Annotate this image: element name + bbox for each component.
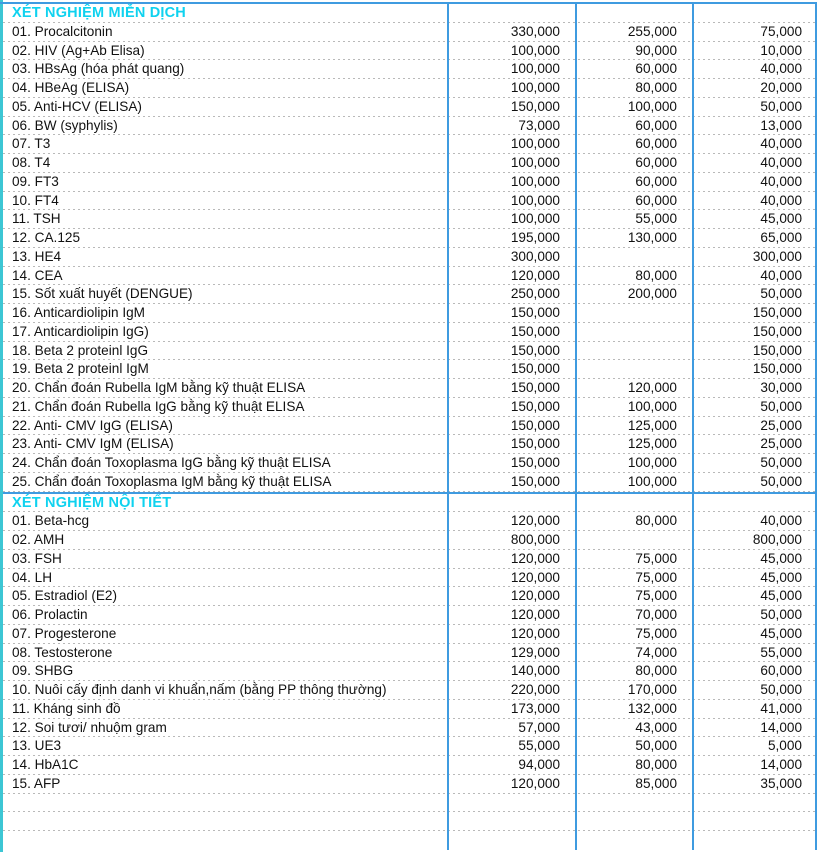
price2-cell: 132,000 <box>577 700 694 719</box>
price3-cell: 150,000 <box>694 323 817 342</box>
price2-cell: 255,000 <box>577 23 694 42</box>
price3-cell: 45,000 <box>694 550 817 569</box>
price3-cell: 50,000 <box>694 681 817 700</box>
table-row <box>3 248 817 267</box>
price2-cell: 100,000 <box>577 454 694 473</box>
price2-cell: 60,000 <box>577 173 694 192</box>
price2-cell: 75,000 <box>577 569 694 588</box>
table-row <box>3 398 817 417</box>
table-row <box>3 756 817 775</box>
price2-cell: 130,000 <box>577 229 694 248</box>
price2-cell: 60,000 <box>577 154 694 173</box>
price3-cell: 50,000 <box>694 606 817 625</box>
table-row <box>3 117 817 136</box>
price1-cell: 220,000 <box>449 681 577 700</box>
test-name-cell: 18. Beta 2 proteinl IgG <box>3 342 449 361</box>
empty-row <box>3 831 817 850</box>
price1-cell: 250,000 <box>449 285 577 304</box>
table-row <box>3 192 817 211</box>
price2-cell: 60,000 <box>577 135 694 154</box>
table-row <box>3 267 817 286</box>
price2-cell: 80,000 <box>577 512 694 531</box>
price3-cell: 40,000 <box>694 60 817 79</box>
price3-cell: 14,000 <box>694 756 817 775</box>
price3-cell: 50,000 <box>694 454 817 473</box>
price2-cell: 170,000 <box>577 681 694 700</box>
price2-cell: 75,000 <box>577 625 694 644</box>
price1-cell: 100,000 <box>449 60 577 79</box>
test-name-cell: 06. BW (syphylis) <box>3 117 449 136</box>
price2-cell: 60,000 <box>577 192 694 211</box>
price2-cell: 60,000 <box>577 117 694 136</box>
price3-cell: 65,000 <box>694 229 817 248</box>
table-row <box>3 512 817 531</box>
test-name-cell: 15. AFP <box>3 775 449 794</box>
table-row <box>3 285 817 304</box>
price-col3-header-cell <box>694 494 817 513</box>
table-row <box>3 737 817 756</box>
price1-cell <box>449 812 577 831</box>
price3-cell: 45,000 <box>694 587 817 606</box>
price3-cell: 75,000 <box>694 23 817 42</box>
table-row <box>3 323 817 342</box>
price2-cell: 60,000 <box>577 60 694 79</box>
test-name-cell: 11. TSH <box>3 210 449 229</box>
price1-cell: 195,000 <box>449 229 577 248</box>
price1-cell: 120,000 <box>449 550 577 569</box>
table-row <box>3 304 817 323</box>
price1-cell: 120,000 <box>449 775 577 794</box>
price1-cell: 173,000 <box>449 700 577 719</box>
price3-cell: 150,000 <box>694 304 817 323</box>
price2-cell: 125,000 <box>577 417 694 436</box>
price2-cell: 80,000 <box>577 267 694 286</box>
price3-cell: 800,000 <box>694 531 817 550</box>
price2-cell: 125,000 <box>577 435 694 454</box>
table-row <box>3 531 817 550</box>
test-name-cell <box>3 831 449 850</box>
price3-cell: 41,000 <box>694 700 817 719</box>
price2-cell <box>577 248 694 267</box>
price2-cell <box>577 304 694 323</box>
price2-cell <box>577 831 694 850</box>
price3-cell: 45,000 <box>694 569 817 588</box>
test-name-cell: 11. Kháng sinh đồ <box>3 700 449 719</box>
price1-cell: 100,000 <box>449 79 577 98</box>
price1-cell: 150,000 <box>449 304 577 323</box>
price3-cell: 25,000 <box>694 417 817 436</box>
price3-cell: 10,000 <box>694 42 817 61</box>
table-row <box>3 644 817 663</box>
price2-cell: 120,000 <box>577 379 694 398</box>
table-row <box>3 587 817 606</box>
test-name-cell: 04. HBeAg (ELISA) <box>3 79 449 98</box>
price2-cell <box>577 323 694 342</box>
table-row <box>3 417 817 436</box>
price3-cell: 40,000 <box>694 173 817 192</box>
price3-cell: 13,000 <box>694 117 817 136</box>
test-name-cell: 10. FT4 <box>3 192 449 211</box>
price1-cell: 100,000 <box>449 154 577 173</box>
test-name-cell: 20. Chẩn đoán Rubella IgM bằng kỹ thuật ELISA <box>3 379 449 398</box>
price2-cell <box>577 360 694 379</box>
test-name-cell: 03. HBsAg (hóa phát quang) <box>3 60 449 79</box>
price1-cell: 73,000 <box>449 117 577 136</box>
price2-cell: 55,000 <box>577 210 694 229</box>
price1-cell: 120,000 <box>449 587 577 606</box>
table-row <box>3 775 817 794</box>
price1-cell: 55,000 <box>449 737 577 756</box>
price1-cell: 120,000 <box>449 625 577 644</box>
table-row <box>3 360 817 379</box>
price3-cell <box>694 831 817 850</box>
price1-cell <box>449 794 577 813</box>
price-col1-header-cell <box>449 494 577 513</box>
table-row <box>3 342 817 361</box>
price3-cell: 20,000 <box>694 79 817 98</box>
test-name-cell: 14. HbA1C <box>3 756 449 775</box>
price1-cell: 129,000 <box>449 644 577 663</box>
price2-cell: 85,000 <box>577 775 694 794</box>
price1-cell: 150,000 <box>449 435 577 454</box>
price3-cell: 40,000 <box>694 512 817 531</box>
table-row <box>3 23 817 42</box>
test-name-cell: 10. Nuôi cấy định danh vi khuẩn,nấm (bằng PP thông thường) <box>3 681 449 700</box>
table-row <box>3 569 817 588</box>
price1-cell: 150,000 <box>449 417 577 436</box>
price2-cell <box>577 531 694 550</box>
test-name-cell: 01. Beta-hcg <box>3 512 449 531</box>
test-name-cell: 23. Anti- CMV IgM (ELISA) <box>3 435 449 454</box>
table-row <box>3 454 817 473</box>
test-name-cell: 21. Chẩn đoán Rubella IgG bằng kỹ thuật ELISA <box>3 398 449 417</box>
price2-cell: 80,000 <box>577 79 694 98</box>
price2-cell: 80,000 <box>577 662 694 681</box>
price2-cell: 74,000 <box>577 644 694 663</box>
price1-cell: 150,000 <box>449 98 577 117</box>
table-row <box>3 154 817 173</box>
price-table <box>3 4 817 850</box>
table-row <box>3 435 817 454</box>
test-name-cell: 04. LH <box>3 569 449 588</box>
price1-cell: 800,000 <box>449 531 577 550</box>
table-row <box>3 42 817 61</box>
test-name-cell: 16. Anticardiolipin IgM <box>3 304 449 323</box>
price3-cell: 150,000 <box>694 342 817 361</box>
price3-cell: 50,000 <box>694 98 817 117</box>
price1-cell: 57,000 <box>449 719 577 738</box>
test-name-cell: 13. UE3 <box>3 737 449 756</box>
price1-cell <box>449 831 577 850</box>
test-name-cell: 24. Chẩn đoán Toxoplasma IgG bằng kỹ thuật ELISA <box>3 454 449 473</box>
test-name-cell: 02. HIV (Ag+Ab Elisa) <box>3 42 449 61</box>
price3-cell: 40,000 <box>694 135 817 154</box>
price1-cell: 100,000 <box>449 135 577 154</box>
table-row <box>3 135 817 154</box>
price1-cell: 94,000 <box>449 756 577 775</box>
section-header-row <box>3 4 817 23</box>
table-row <box>3 173 817 192</box>
test-name-cell: 22. Anti- CMV IgG (ELISA) <box>3 417 449 436</box>
table-row <box>3 550 817 569</box>
section-header-row <box>3 494 817 513</box>
table-row <box>3 473 817 492</box>
test-name-cell <box>3 812 449 831</box>
test-name-cell: 12. Soi tươi/ nhuộm gram <box>3 719 449 738</box>
test-name-cell: 15. Sốt xuất huyết (DENGUE) <box>3 285 449 304</box>
price1-cell: 300,000 <box>449 248 577 267</box>
price1-cell: 120,000 <box>449 569 577 588</box>
price3-cell <box>694 812 817 831</box>
test-name-cell: 07. Progesterone <box>3 625 449 644</box>
price1-cell: 150,000 <box>449 454 577 473</box>
price3-cell: 14,000 <box>694 719 817 738</box>
test-name-cell: 01. Procalcitonin <box>3 23 449 42</box>
section-title: XÉT NGHIỆM NỘI TIẾT <box>3 494 449 513</box>
price3-cell: 40,000 <box>694 192 817 211</box>
price1-cell: 150,000 <box>449 323 577 342</box>
test-name-cell: 09. SHBG <box>3 662 449 681</box>
price2-cell: 90,000 <box>577 42 694 61</box>
table-row <box>3 379 817 398</box>
table-row <box>3 719 817 738</box>
test-name-cell: 09. FT3 <box>3 173 449 192</box>
table-row <box>3 625 817 644</box>
price-col3-header-cell <box>694 4 817 23</box>
test-name-cell: 03. FSH <box>3 550 449 569</box>
price3-cell: 150,000 <box>694 360 817 379</box>
price3-cell <box>694 794 817 813</box>
price1-cell: 120,000 <box>449 267 577 286</box>
price1-cell: 330,000 <box>449 23 577 42</box>
price3-cell: 55,000 <box>694 644 817 663</box>
price1-cell: 100,000 <box>449 192 577 211</box>
test-name-cell: 14. CEA <box>3 267 449 286</box>
test-name-cell: 05. Anti-HCV (ELISA) <box>3 98 449 117</box>
test-name-cell <box>3 794 449 813</box>
price1-cell: 150,000 <box>449 398 577 417</box>
price3-cell: 60,000 <box>694 662 817 681</box>
test-name-cell: 08. T4 <box>3 154 449 173</box>
price3-cell: 50,000 <box>694 473 817 492</box>
price1-cell: 150,000 <box>449 473 577 492</box>
section-title: XÉT NGHIỆM MIỄN DỊCH <box>3 4 449 23</box>
test-name-cell: 05. Estradiol (E2) <box>3 587 449 606</box>
price2-cell: 100,000 <box>577 98 694 117</box>
empty-row <box>3 794 817 813</box>
table-row <box>3 60 817 79</box>
price2-cell: 100,000 <box>577 398 694 417</box>
price3-cell: 25,000 <box>694 435 817 454</box>
price2-cell: 43,000 <box>577 719 694 738</box>
table-row <box>3 210 817 229</box>
test-name-cell: 08. Testosterone <box>3 644 449 663</box>
price3-cell: 45,000 <box>694 625 817 644</box>
price3-cell: 300,000 <box>694 248 817 267</box>
price1-cell: 120,000 <box>449 512 577 531</box>
table-row <box>3 606 817 625</box>
table-row <box>3 79 817 98</box>
price3-cell: 40,000 <box>694 154 817 173</box>
price2-cell: 50,000 <box>577 737 694 756</box>
price1-cell: 120,000 <box>449 606 577 625</box>
empty-row <box>3 812 817 831</box>
price-col1-header-cell <box>449 4 577 23</box>
price2-cell: 75,000 <box>577 550 694 569</box>
price2-cell: 75,000 <box>577 587 694 606</box>
price-col2-header-cell <box>577 494 694 513</box>
test-name-cell: 19. Beta 2 proteinl IgM <box>3 360 449 379</box>
price1-cell: 150,000 <box>449 342 577 361</box>
price2-cell: 80,000 <box>577 756 694 775</box>
table-section <box>3 494 817 850</box>
price1-cell: 100,000 <box>449 210 577 229</box>
price1-cell: 100,000 <box>449 42 577 61</box>
table-row <box>3 681 817 700</box>
table-row <box>3 229 817 248</box>
price1-cell: 140,000 <box>449 662 577 681</box>
price3-cell: 30,000 <box>694 379 817 398</box>
table-section <box>3 4 817 494</box>
price3-cell: 35,000 <box>694 775 817 794</box>
price2-cell <box>577 342 694 361</box>
price3-cell: 50,000 <box>694 285 817 304</box>
price2-cell: 200,000 <box>577 285 694 304</box>
test-name-cell: 13. HE4 <box>3 248 449 267</box>
table-row <box>3 662 817 681</box>
price1-cell: 150,000 <box>449 360 577 379</box>
price1-cell: 100,000 <box>449 173 577 192</box>
price3-cell: 40,000 <box>694 267 817 286</box>
table-row <box>3 98 817 117</box>
test-name-cell: 17. Anticardiolipin IgG) <box>3 323 449 342</box>
price3-cell: 5,000 <box>694 737 817 756</box>
price2-cell: 100,000 <box>577 473 694 492</box>
price3-cell: 50,000 <box>694 398 817 417</box>
table-row <box>3 700 817 719</box>
price1-cell: 150,000 <box>449 379 577 398</box>
price-col2-header-cell <box>577 4 694 23</box>
test-name-cell: 07. T3 <box>3 135 449 154</box>
price2-cell <box>577 794 694 813</box>
price2-cell: 70,000 <box>577 606 694 625</box>
price2-cell <box>577 812 694 831</box>
test-name-cell: 25. Chẩn đoán Toxoplasma IgM bằng kỹ thuật ELISA <box>3 473 449 492</box>
price3-cell: 45,000 <box>694 210 817 229</box>
test-name-cell: 12. CA.125 <box>3 229 449 248</box>
test-name-cell: 02. AMH <box>3 531 449 550</box>
test-name-cell: 06. Prolactin <box>3 606 449 625</box>
